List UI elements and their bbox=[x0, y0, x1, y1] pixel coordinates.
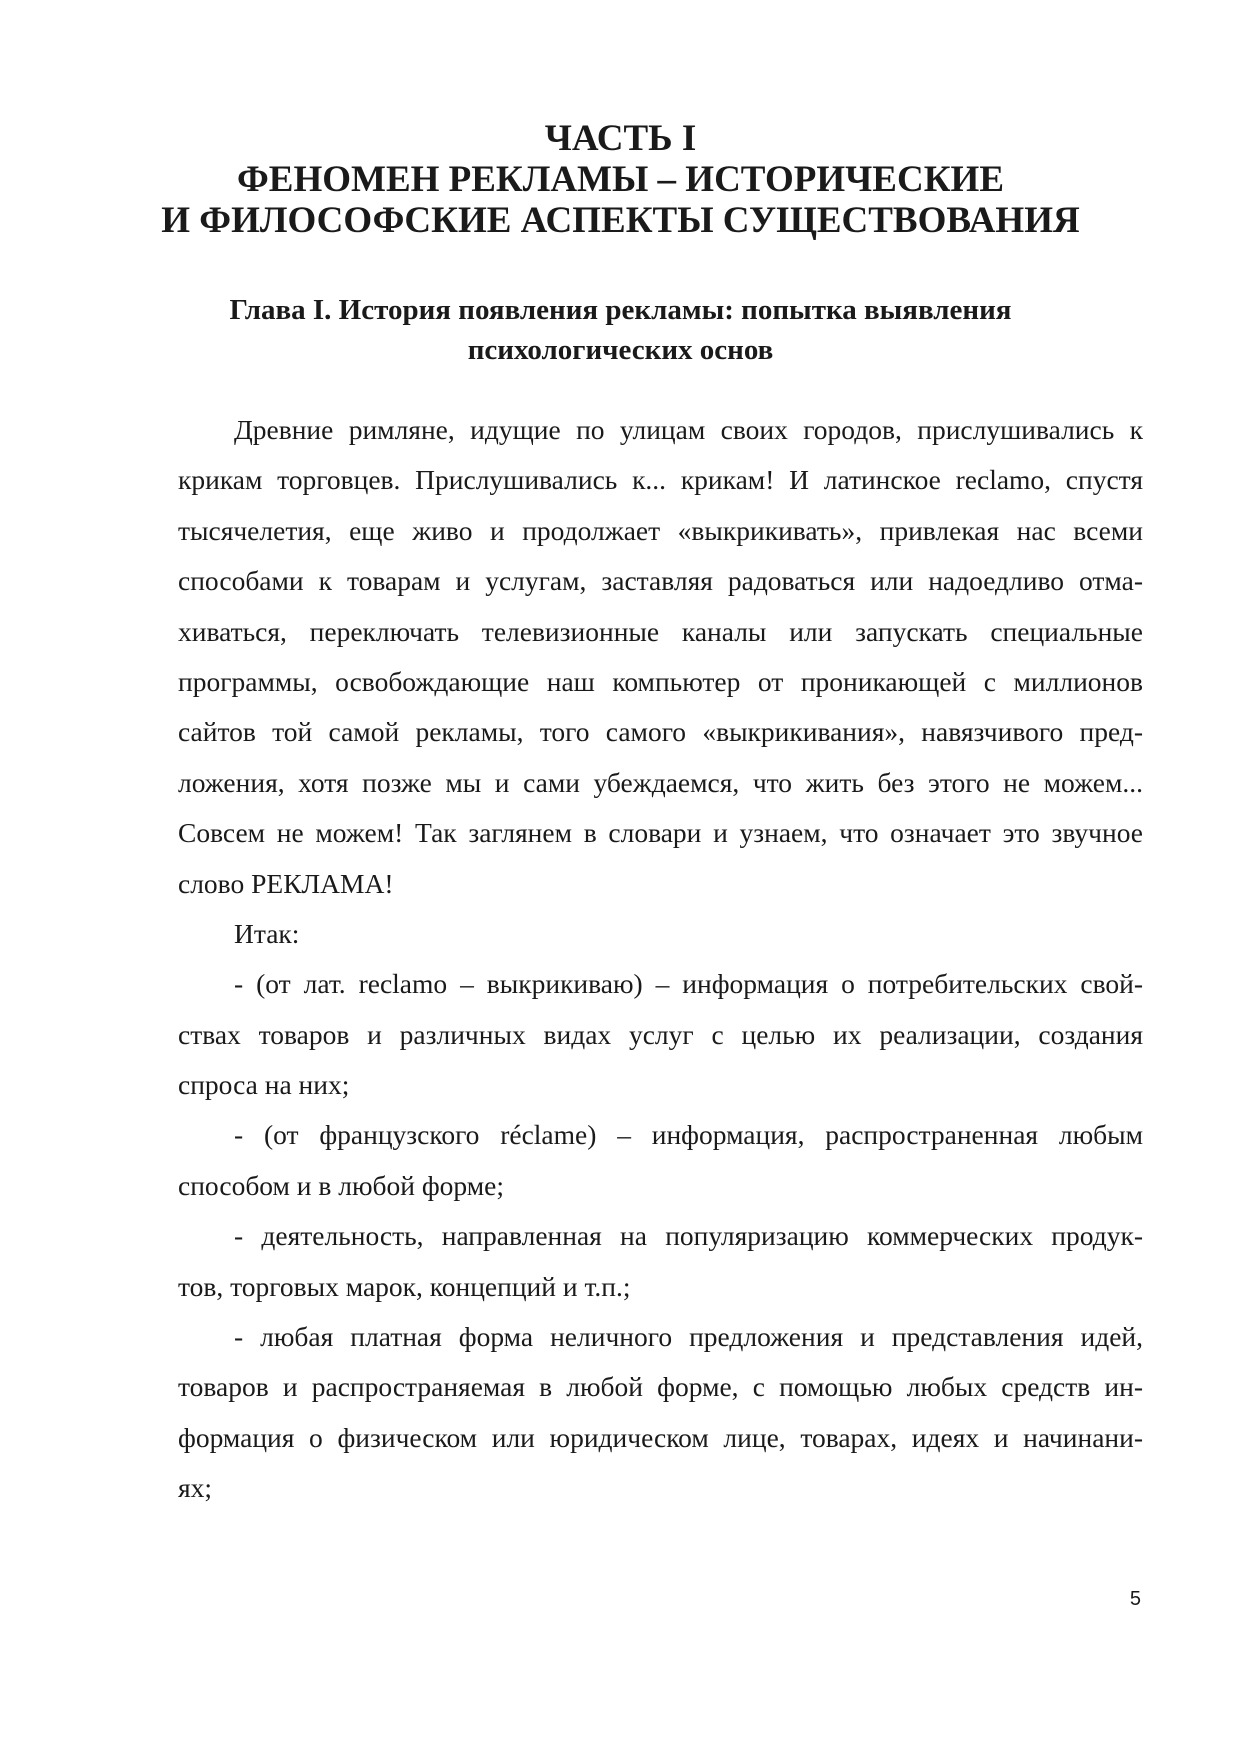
chapter-heading-line: Глава I. История появления рекламы: попытка выявления bbox=[229, 294, 1012, 326]
body-text bbox=[178, 405, 1143, 1514]
page-number: 5 bbox=[1129, 1588, 1141, 1610]
text-line: сайтов той самой рекламы, того самого «выкрикивания», навязчивого пред- bbox=[178, 716, 1143, 748]
paragraph-intro bbox=[178, 405, 1143, 909]
text-line: - любая платная форма неличного предложения и представления идей, bbox=[234, 1321, 1143, 1353]
definition-item bbox=[178, 959, 1143, 1110]
text-line: - (от французского réclame) – информация, распространенная любым bbox=[234, 1119, 1143, 1151]
text-line: ях; bbox=[178, 1472, 213, 1504]
text-line: товаров и распространяемая в любой форме, с помощью любых средств ин- bbox=[178, 1371, 1143, 1403]
chapter-heading bbox=[150, 290, 1091, 370]
text-line: Совсем не можем! Так заглянем в словари и узнаем, что означает это звучное bbox=[178, 817, 1143, 849]
text-line: - деятельность, направленная на популяризацию коммерческих продук- bbox=[234, 1220, 1143, 1252]
text-line: - (от лат. reclamo – выкрикиваю) – информация о потребительских свой- bbox=[234, 968, 1143, 1000]
part-heading-line: И ФИЛОСОФСКИЕ АСПЕКТЫ СУЩЕСТВОВАНИЯ bbox=[161, 200, 1080, 241]
part-heading-line: ФЕНОМЕН РЕКЛАМЫ – ИСТОРИЧЕСКИЕ bbox=[237, 159, 1004, 200]
text-line: спроса на них; bbox=[178, 1069, 350, 1101]
text-line: способом и в любой форме; bbox=[178, 1169, 505, 1201]
text-line: способами к товарам и услугам, заставляя радоваться или надоедливо отма- bbox=[178, 565, 1143, 597]
part-heading-line: ЧАСТЬ I bbox=[544, 118, 697, 159]
text-line: хиваться, переключать телевизионные каналы или запускать специальные bbox=[178, 615, 1143, 647]
text-line: ложения, хотя позже мы и сами убеждаемся, что жить без этого не можем... bbox=[178, 766, 1143, 798]
chapter-heading-line: психологических основ bbox=[467, 334, 774, 366]
definition-item bbox=[178, 1312, 1143, 1514]
text-line: ствах товаров и различных видах услуг с целью их реализации, создания bbox=[178, 1018, 1143, 1050]
paragraph-itak bbox=[178, 909, 1143, 959]
text-line: тов, торговых марок, концепций и т.п.; bbox=[178, 1270, 631, 1302]
text-line: программы, освобождающие наш компьютер от проникающей с миллионов bbox=[178, 665, 1143, 697]
text-line: формация о физическом или юридическом лице, товарах, идеях и начинани- bbox=[178, 1421, 1143, 1453]
text-line: Итак: bbox=[234, 917, 300, 949]
definition-item bbox=[178, 1211, 1143, 1312]
text-line: тысячелетия, еще живо и продолжает «выкрикивать», привлекая нас всеми bbox=[178, 514, 1143, 546]
definition-item bbox=[178, 1110, 1143, 1211]
text-line: слово РЕКЛАМА! bbox=[178, 867, 394, 899]
part-heading bbox=[150, 118, 1091, 241]
text-line: крикам торговцев. Прислушивались к... крикам! И латинское reclamo, спустя bbox=[178, 464, 1143, 496]
text-line: Древние римляне, идущие по улицам своих городов, прислушивались к bbox=[234, 414, 1143, 445]
